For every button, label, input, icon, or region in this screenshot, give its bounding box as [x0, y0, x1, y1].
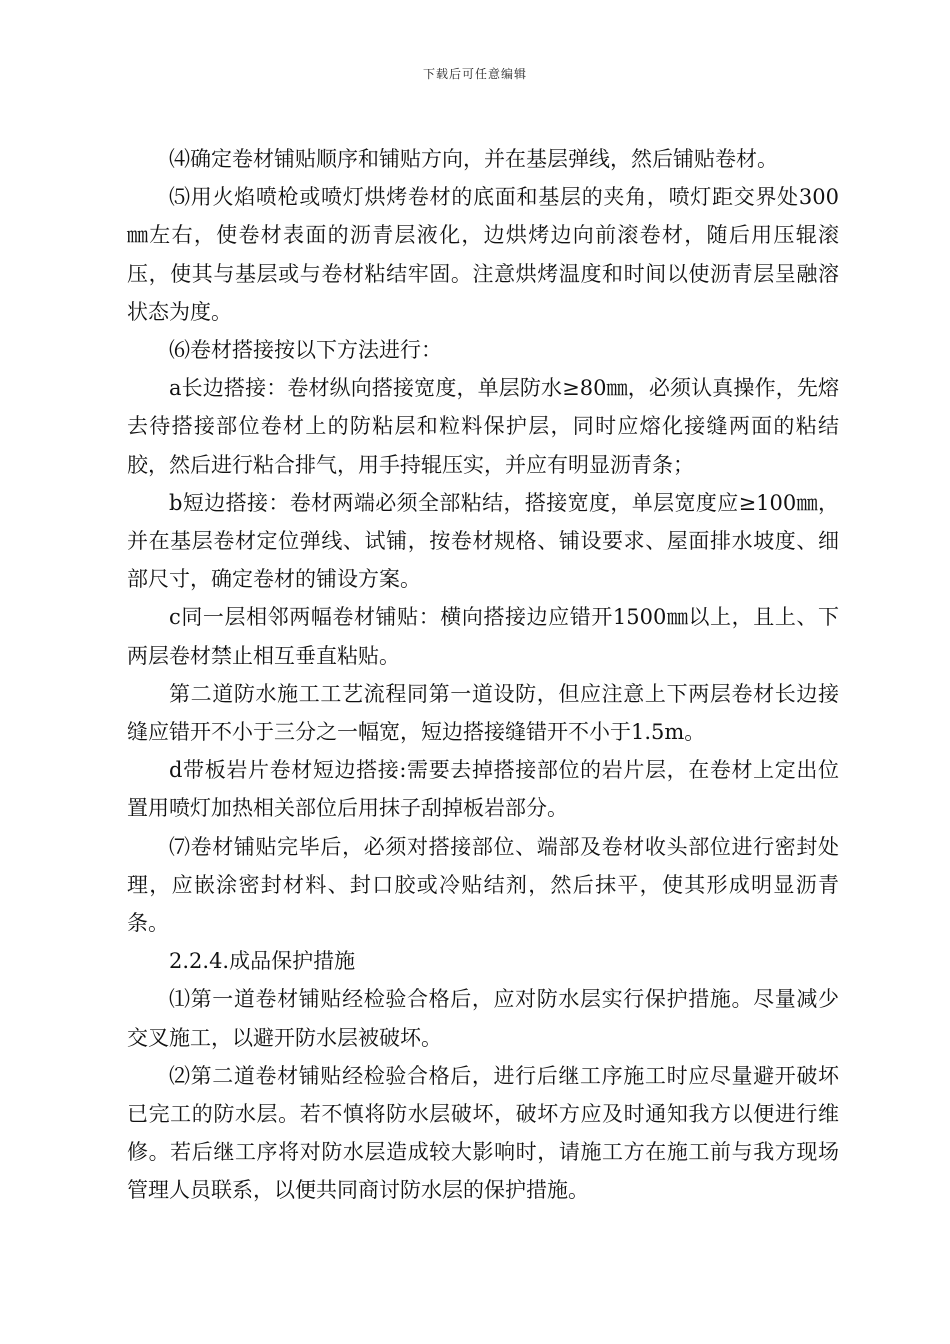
paragraph-adjacent-sheets: c同一层相邻两幅卷材铺贴：横向搭接边应错开1500㎜以上，且上、下两层卷材禁止相互垂直粘贴。 [127, 605, 839, 668]
paragraph-slate-sheet-lap: d带板岩片卷材短边搭接:需要去掉搭接部位的岩片层，在卷材上定出位置用喷灯加热相关部位后用抹子刮掉板岩部分。 [127, 758, 839, 821]
paragraph-second-layer: 第二道防水施工工艺流程同第一道设防，但应注意上下两层卷材长边接缝应错开不小于三分之一幅宽，短边搭接缝错开不小于1.5m。 [127, 681, 839, 745]
paragraph-step-5: ⑸用火焰喷枪或喷灯烘烤卷材的底面和基层的夹角，喷灯距交界处300㎜左右，使卷材表面的沥青层液化，边烘烤边向前滚卷材，随后用压辊滚压，使其与基层或与卷材粘结牢固。注意烘烤温度和时间以使沥青层呈融溶状态为度。 [127, 185, 839, 324]
paragraph-protection-2: ⑵第二道卷材铺贴经检验合格后，进行后继工序施工时应尽量避开破坏已完工的防水层。若不慎将防水层破坏，破坏方应及时通知我方以便进行维修。若后继工序将对防水层造成较大影响时，请施工方在施工前与我方现场管理人员联系，以便共同商讨防水层的保护措施。 [127, 1063, 839, 1203]
paragraph-long-edge-lap: a长边搭接：卷材纵向搭接宽度，单层防水≥80㎜，必须认真操作，先熔去待搭接部位卷材上的防粘层和粒料保护层，同时应熔化接缝两面的粘结胶，然后进行粘合排气，用手持辊压实，并应有明显沥青条； [127, 376, 839, 477]
paragraph-step-6: ⑹卷材搭接按以下方法进行： [169, 338, 442, 363]
section-heading-protection: 2.2.4.成品保护措施 [169, 949, 356, 974]
paragraph-step-4: ⑷确定卷材铺贴顺序和铺贴方向，并在基层弹线，然后铺贴卷材。 [169, 147, 778, 171]
paragraph-step-7: ⑺卷材铺贴完毕后，必须对搭接部位、端部及卷材收头部位进行密封处理，应嵌涂密封材料、封口胶或冷贴结剂，然后抹平，使其形成明显沥青条。 [127, 834, 839, 936]
paragraph-protection-1: ⑴第一道卷材铺贴经检验合格后，应对防水层实行保护措施。尽量减少交叉施工，以避开防水层被破坏。 [127, 987, 839, 1050]
document-body [127, 140, 839, 1210]
page-header: 下载后可任意编辑 [422, 67, 527, 81]
paragraph-short-edge-lap: b短边搭接：卷材两端必须全部粘结，搭接宽度，单层宽度应≥100㎜，并在基层卷材定位弹线、试铺，按卷材规格、铺设要求、屋面排水坡度、细部尺寸，确定卷材的铺设方案。 [127, 490, 839, 592]
